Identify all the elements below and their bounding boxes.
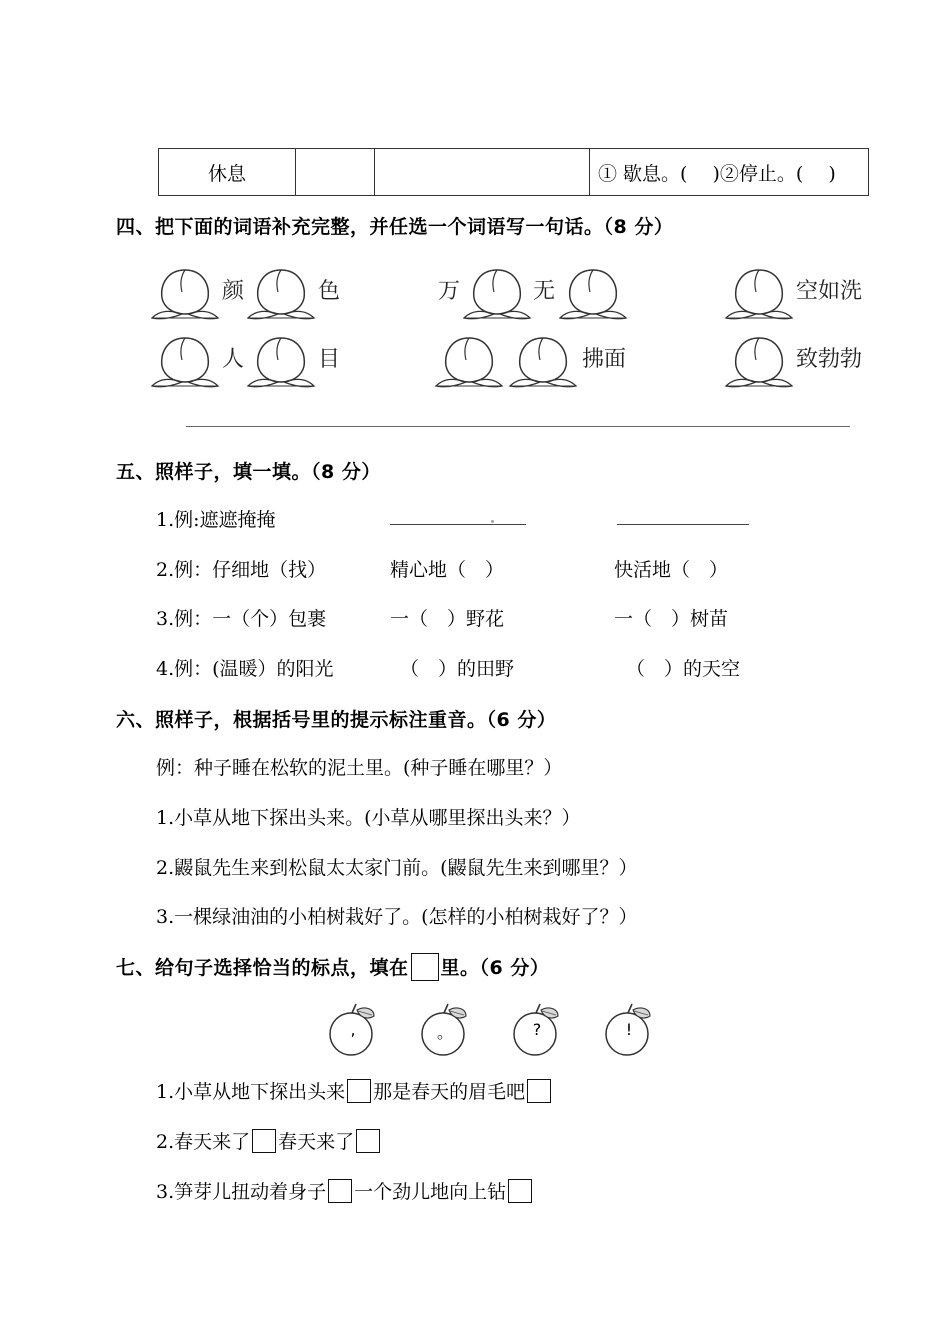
exercise-4c[interactable]: （ ）的天空	[626, 658, 741, 680]
peach-blank-icon[interactable]	[244, 330, 318, 392]
punctuation-mark: ,	[350, 1020, 356, 1039]
section7-heading-b: 里。（6 分）	[440, 957, 550, 979]
sentence-answer-line[interactable]	[186, 426, 850, 427]
stress-item-2[interactable]: 2.鼹鼠先生来到松鼠太太家门前。(鼹鼠先生来到哪里？）	[156, 857, 638, 879]
punct-box[interactable]	[527, 1079, 551, 1103]
table-row	[159, 149, 869, 196]
punctuation-mark: ?	[532, 1020, 542, 1039]
idiom-char: 空如洗	[796, 279, 863, 304]
stress-item-3[interactable]: 3.一棵绿油油的小柏树栽好了。(怎样的小柏树栽好了？）	[156, 906, 638, 928]
idiom-char: 色	[318, 279, 341, 304]
exercise-3c[interactable]: 一（ ）树苗	[614, 608, 729, 630]
idiom-char: 万	[438, 279, 461, 304]
example-2: 2.例：仔细地（找）	[156, 559, 327, 581]
exercise-3b[interactable]: 一（ ）野花	[390, 608, 505, 630]
section6-heading: 六、照样子，根据括号里的提示标注重音。（6 分）	[116, 709, 557, 731]
stress-item-1[interactable]: 1.小草从地下探出头来。(小草从哪里探出头来？）	[156, 807, 581, 829]
punctuation-mark: !	[625, 1020, 633, 1039]
stress-example: 例：种子睡在松软的泥土里。(种子睡在哪里？）	[156, 757, 563, 779]
punctuation-fruit	[508, 1002, 566, 1058]
peach-blank-icon[interactable]	[506, 330, 580, 392]
punct-item-1	[156, 1077, 553, 1105]
punct-box[interactable]	[347, 1079, 371, 1103]
example-3: 3.例：一（个）包裹	[156, 608, 327, 630]
peach-blank-icon[interactable]	[460, 262, 534, 324]
punct-item-3	[156, 1177, 534, 1205]
peach-blank-icon[interactable]	[432, 330, 506, 392]
peach-blank-icon[interactable]	[244, 262, 318, 324]
peach-blank-icon[interactable]	[722, 330, 796, 392]
punct-box[interactable]	[356, 1129, 380, 1153]
answer-blank[interactable]	[390, 524, 526, 525]
punct-item-1-b: 那是春天的眉毛吧	[373, 1081, 526, 1103]
section5-heading: 五、照样子，填一填。（8 分）	[116, 461, 381, 483]
punct-box[interactable]	[328, 1179, 352, 1203]
idiom-char: 致勃勃	[796, 347, 863, 372]
exercise-2c[interactable]: 快活地（ ）	[614, 559, 729, 581]
punctuation-mark: 。	[436, 1023, 453, 1042]
idiom-char: 目	[318, 347, 341, 372]
table-cell-blank-1[interactable]	[296, 149, 375, 196]
punct-box[interactable]	[508, 1179, 532, 1203]
meaning-table	[158, 148, 869, 196]
section7-heading	[116, 953, 549, 983]
punctuation-fruit	[324, 1002, 382, 1058]
table-cell-meanings: ① 歇息。( )②停止。( )	[590, 149, 869, 196]
punct-item-1-a: 1.小草从地下探出头来	[156, 1081, 346, 1103]
heading-box-icon	[411, 953, 439, 981]
example-1: 1.例:遮遮掩掩	[156, 509, 276, 531]
table-cell-word: 休息	[159, 149, 296, 196]
punct-item-2-a: 2.春天来了	[156, 1131, 251, 1153]
punct-item-2-b: 春天来了	[278, 1131, 355, 1153]
stray-dot	[491, 520, 494, 523]
punct-item-2	[156, 1127, 382, 1155]
idiom-char: 颜	[222, 279, 245, 304]
peach-blank-icon[interactable]	[148, 262, 222, 324]
section4-heading: 四、把下面的词语补充完整，并任选一个词语写一句话。（8 分）	[116, 216, 674, 238]
exercise-2b[interactable]: 精心地（ ）	[390, 559, 505, 581]
punctuation-fruit	[600, 1002, 658, 1058]
punct-item-3-b: 一个劲儿地向上钻	[354, 1181, 507, 1203]
punct-item-3-a: 3.笋芽儿扭动着身子	[156, 1181, 327, 1203]
idiom-char: 拂面	[582, 347, 627, 372]
punct-box[interactable]	[252, 1129, 276, 1153]
idiom-char: 无	[533, 279, 556, 304]
peach-blank-icon[interactable]	[556, 262, 630, 324]
idiom-char: 人	[222, 347, 245, 372]
table-cell-blank-2[interactable]	[375, 149, 590, 196]
peach-blank-icon[interactable]	[722, 262, 796, 324]
section7-heading-a: 七、给句子选择恰当的标点，填在	[116, 957, 409, 979]
answer-blank[interactable]	[617, 524, 749, 525]
punctuation-fruit	[416, 1002, 474, 1058]
peach-blank-icon[interactable]	[148, 330, 222, 392]
example-4: 4.例：(温暖）的阳光	[156, 658, 334, 680]
exercise-4b[interactable]: （ ）的田野	[400, 658, 515, 680]
